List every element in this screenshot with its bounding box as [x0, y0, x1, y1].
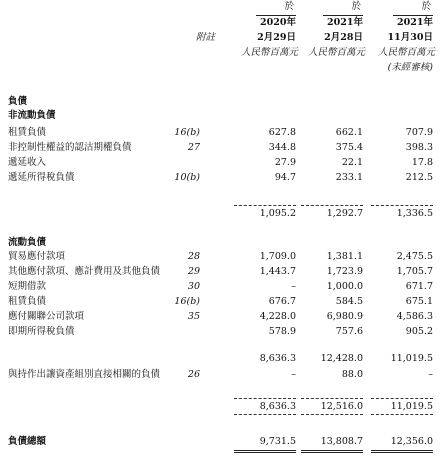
- non-current-total-value: 1,292.7: [326, 208, 363, 219]
- grand-total-double-rule: [301, 452, 363, 453]
- non-current-total-rule: [301, 205, 363, 206]
- current-subtotal-value: 12,428.0: [320, 353, 363, 364]
- current-subtotal-value: 8,636.3: [259, 353, 296, 364]
- non-current-row-2-value: 22.1: [341, 157, 363, 168]
- current-row-2-value: 671.7: [405, 281, 433, 292]
- current-total-rule: [301, 398, 363, 399]
- current-total-value: 8,636.3: [259, 401, 296, 412]
- non-current-total-value: 1,095.2: [259, 208, 296, 219]
- current-row-1-value: 1,705.7: [396, 266, 433, 277]
- non-current-row-1-label: 非控制性權益的認沽期權負債: [8, 142, 132, 153]
- current-row-2-value: 1,000.0: [326, 281, 363, 292]
- grand-total-double-rule: [234, 450, 296, 451]
- current-row-2-note: 30: [187, 281, 200, 292]
- header-rule: [323, 15, 363, 16]
- non-current-row-3-note: 10(b): [174, 172, 200, 183]
- held-for-sale-row-label: 與持作出讓資產組別直接相關的負債: [8, 369, 161, 380]
- current-row-4-value: 6,980.9: [326, 311, 363, 322]
- non-current-row-0-value: 627.8: [268, 127, 296, 138]
- non-current-row-2-value: 27.9: [274, 157, 296, 168]
- non-current-row-0-value: 707.9: [405, 127, 433, 138]
- held-for-sale-row-value: –: [291, 369, 296, 380]
- current-row-3-value: 675.1: [405, 296, 433, 307]
- header-at-mark: 於: [284, 1, 294, 12]
- non-current-row-1-note: 27: [187, 142, 200, 153]
- current-total-rule: [371, 398, 433, 399]
- header-date: 11月30日: [387, 32, 433, 43]
- non-current-heading: 非流動負債: [8, 110, 56, 121]
- header-unit: 人民幣百萬元: [307, 47, 365, 58]
- header-at-mark: 於: [421, 1, 431, 12]
- non-current-row-0-note: 16(b): [174, 127, 200, 138]
- current-row-0-value: 2,475.5: [396, 251, 433, 262]
- grand-total-label: 負債總額: [8, 436, 47, 447]
- current-row-5-value: 905.2: [405, 326, 433, 337]
- non-current-row-3-value: 212.5: [405, 172, 433, 183]
- grand-total-value: 9,731.5: [259, 436, 296, 447]
- non-current-row-0-value: 662.1: [335, 127, 363, 138]
- current-row-1-value: 1,443.7: [259, 266, 296, 277]
- non-current-total-rule: [371, 205, 433, 206]
- current-row-5-value: 578.9: [268, 326, 296, 337]
- current-total-underline: [301, 414, 363, 415]
- non-current-row-3-value: 233.1: [335, 172, 363, 183]
- grand-total-value: 13,808.7: [320, 436, 363, 447]
- grand-total-double-rule: [371, 452, 433, 453]
- current-row-3-label: 租賃負債: [8, 296, 47, 307]
- current-row-5-value: 757.6: [335, 326, 363, 337]
- current-row-2-value: –: [291, 281, 296, 292]
- non-current-total-value: 1,336.5: [396, 208, 433, 219]
- header-unaudited: (未經審核): [387, 62, 433, 73]
- non-current-row-3-value: 94.7: [274, 172, 296, 183]
- header-date: 2月29日: [257, 32, 296, 43]
- current-row-4-note: 35: [187, 311, 200, 322]
- header-year: 2021年: [327, 17, 363, 28]
- header-date: 2月28日: [324, 32, 363, 43]
- current-row-2-label: 短期借款: [8, 281, 47, 292]
- header-rule: [256, 15, 296, 16]
- header-at-mark: 於: [351, 1, 361, 12]
- non-current-row-1-value: 344.8: [268, 142, 296, 153]
- grand-total-value: 12,356.0: [390, 436, 433, 447]
- grand-total-double-rule: [234, 452, 296, 453]
- current-total-underline: [371, 414, 433, 415]
- non-current-row-3-label: 遞延所得稅負債: [8, 172, 75, 183]
- header-year: 2021年: [397, 17, 433, 28]
- current-subtotal-value: 11,019.5: [390, 353, 433, 364]
- non-current-row-2-label: 遞延收入: [8, 157, 47, 168]
- non-current-total-rule: [234, 205, 296, 206]
- current-row-0-value: 1,381.1: [326, 251, 363, 262]
- current-total-underline: [234, 414, 296, 415]
- current-total-value: 12,516.0: [320, 401, 363, 412]
- current-row-1-label: 其他應付款項、應計費用及其他負債: [8, 266, 161, 277]
- header-rule: [393, 15, 433, 16]
- header-unit: 人民幣百萬元: [377, 47, 435, 58]
- non-current-row-0-label: 租賃負債: [8, 127, 47, 138]
- header-note-label: 附註: [195, 32, 215, 43]
- current-heading: 流動負債: [8, 237, 47, 248]
- current-row-0-label: 貿易應付款項: [8, 251, 66, 262]
- current-row-4-value: 4,586.3: [396, 311, 433, 322]
- current-total-value: 11,019.5: [390, 401, 433, 412]
- current-row-5-label: 即期所得稅負債: [8, 326, 75, 337]
- held-for-sale-row-value: –: [428, 369, 433, 380]
- current-row-1-note: 29: [187, 266, 200, 277]
- current-row-4-label: 應付關聯公司款項: [8, 311, 85, 322]
- header-year: 2020年: [260, 17, 296, 28]
- current-row-4-value: 4,228.0: [259, 311, 296, 322]
- grand-total-double-rule: [301, 450, 363, 451]
- current-total-rule: [234, 398, 296, 399]
- non-current-row-2-value: 17.8: [411, 157, 433, 168]
- held-for-sale-row-value: 88.0: [341, 369, 363, 380]
- non-current-row-1-value: 375.4: [335, 142, 363, 153]
- grand-total-double-rule: [371, 450, 433, 451]
- current-row-1-value: 1,723.9: [326, 266, 363, 277]
- current-row-3-value: 676.7: [268, 296, 296, 307]
- current-row-0-value: 1,709.0: [259, 251, 296, 262]
- current-row-3-value: 584.5: [335, 296, 363, 307]
- held-for-sale-row-note: 26: [187, 369, 200, 380]
- non-current-row-1-value: 398.3: [405, 142, 433, 153]
- header-unit: 人民幣百萬元: [240, 47, 298, 58]
- current-row-3-note: 16(b): [174, 296, 200, 307]
- current-row-0-note: 28: [187, 251, 200, 262]
- section-title: 負債: [8, 96, 28, 107]
